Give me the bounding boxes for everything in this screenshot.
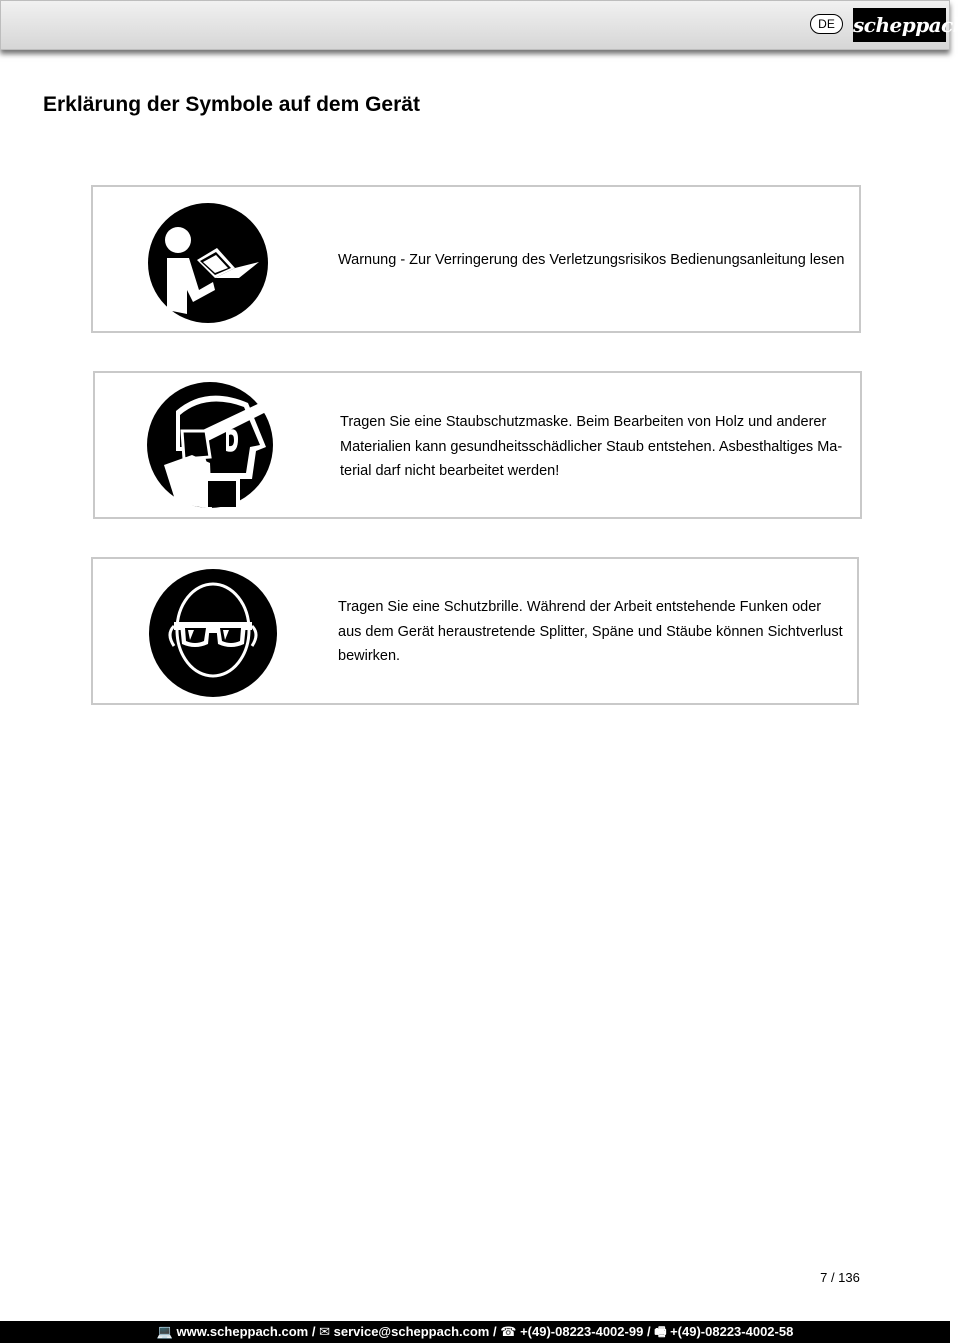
footer-fax: +(49)-08223-4002-58 [670, 1324, 794, 1339]
symbol-description-line: Tragen Sie eine Staubschutzmaske. Beim Bearbeiten von Holz und anderer [340, 414, 827, 430]
phone-icon: ☎ [500, 1324, 517, 1339]
page-number: 7 / 136 [820, 1270, 860, 1285]
footer-separator: / [646, 1324, 651, 1339]
page-title: Erklärung der Symbole auf dem Gerät [43, 93, 420, 116]
symbol-description-line: Materialien kann gesundheitsschädlicher Staub entstehen. Asbesthaltiges Ma- [340, 438, 843, 455]
fax-icon: 🖷 [654, 1324, 667, 1339]
symbol-description-line: aus dem Gerät heraustretende Splitter, Späne und Stäube können Sichtverlust [338, 623, 843, 640]
symbol-description-line: Tragen Sie eine Schutzbrille. Während der Arbeit entstehende Funken oder [338, 599, 822, 615]
symbol-description [338, 595, 853, 669]
scheppach-logo: scheppach [853, 8, 946, 42]
email-icon: ✉ [319, 1324, 330, 1339]
symbol-description [340, 410, 855, 484]
symbol-description-line: terial darf nicht bearbeitet werden! [340, 463, 560, 479]
symbol-description: Warnung - Zur Verringerung des Verletzungsrisikos Bedienungsanleitung lesen [338, 252, 845, 268]
page-header [0, 0, 967, 50]
page-footer [0, 1321, 950, 1343]
safety-goggles-icon [148, 568, 278, 698]
footer-email: service@scheppach.com [333, 1324, 490, 1339]
symbol-box-dust-mask [93, 371, 862, 519]
footer-phone: +(49)-08223-4002-99 [520, 1324, 644, 1339]
symbol-box-safety-goggles [91, 557, 859, 705]
read-manual-icon [147, 202, 269, 324]
symbol-description-line: bewirken. [338, 648, 401, 664]
symbol-box-read-manual [91, 185, 861, 333]
footer-website: www.scheppach.com [176, 1324, 309, 1339]
dust-mask-icon [146, 381, 274, 509]
computer-icon: 💻 [156, 1324, 173, 1339]
language-badge: DE [810, 14, 843, 34]
footer-separator: / [311, 1324, 316, 1339]
footer-separator: / [493, 1324, 497, 1339]
